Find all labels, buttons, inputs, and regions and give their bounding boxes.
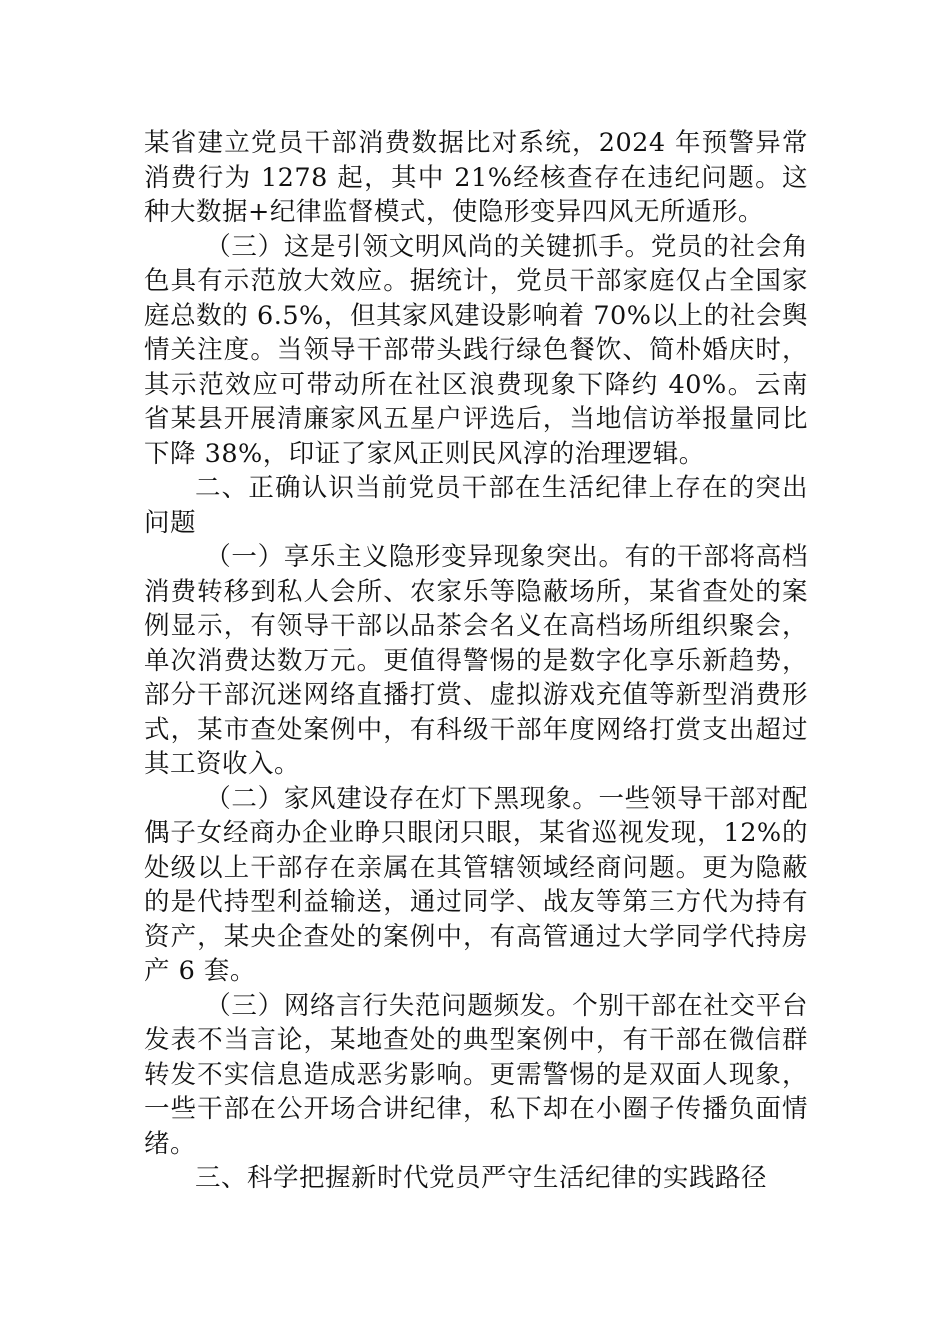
paragraph-hedonism: （一）享乐主义隐形变异现象突出。有的干部将高档消费转移到私人会所、农家乐等隐蔽场所，某省查处的案例显示，有领导干部以品茶会名义在高档场所组织聚会，单次消费达数万元。更值得警惕的是数字化享乐新趋势，部分干部沉迷网络直播打赏、虚拟游戏充值等新型消费形式，某市查处案例中，有科级干部年度网络打赏支出超过其工资收入。 <box>144 542 808 779</box>
paragraph-civilized-customs: （三）这是引领文明风尚的关键抓手。党员的社会角色具有示范放大效应。据统计，党员干部家庭仅占全国家庭总数的 6.5%，但其家风建设影响着 70%以上的社会舆情关注度。当领导干部带头践行绿色餐饮、简朴婚庆时，其示范效应可带动所在社区浪费现象下降约 40%。云南省某县开展清廉家风五星户评选后，当地信访举报量同比下降 38%，印证了家风正则民风淳的治理逻辑。 <box>144 231 808 469</box>
section-heading-two: 二、正确认识当前党员干部在生活纪律上存在的突出问题 <box>144 473 808 538</box>
document-body <box>144 126 808 1196</box>
paragraph-consumption-monitoring: 某省建立党员干部消费数据比对系统，2024 年预警异常消费行为 1278 起，其中 21%经核查存在违纪问题。这种大数据+纪律监督模式，使隐形变异四风无所遁形。 <box>144 128 808 227</box>
paragraph-family-style: （二）家风建设存在灯下黑现象。一些领导干部对配偶子女经商办企业睁只眼闭只眼，某省巡视发现，12%的处级以上干部存在亲属在其管辖领域经商问题。更为隐蔽的是代持型利益输送，通过同学、战友等第三方代为持有资产，某央企查处的案例中，有高管通过大学同学代持房产 6 套。 <box>144 783 808 986</box>
section-heading-three: 三、科学把握新时代党员严守生活纪律的实践路径 <box>195 1163 768 1193</box>
paragraph-online-conduct: （三）网络言行失范问题频发。个别干部在社交平台发表不当言论，某地查处的典型案例中，有干部在微信群转发不实信息造成恶劣影响。更需警惕的是双面人现象，一些干部在公开场合讲纪律，私下却在小圈子传播负面情绪。 <box>144 990 808 1159</box>
